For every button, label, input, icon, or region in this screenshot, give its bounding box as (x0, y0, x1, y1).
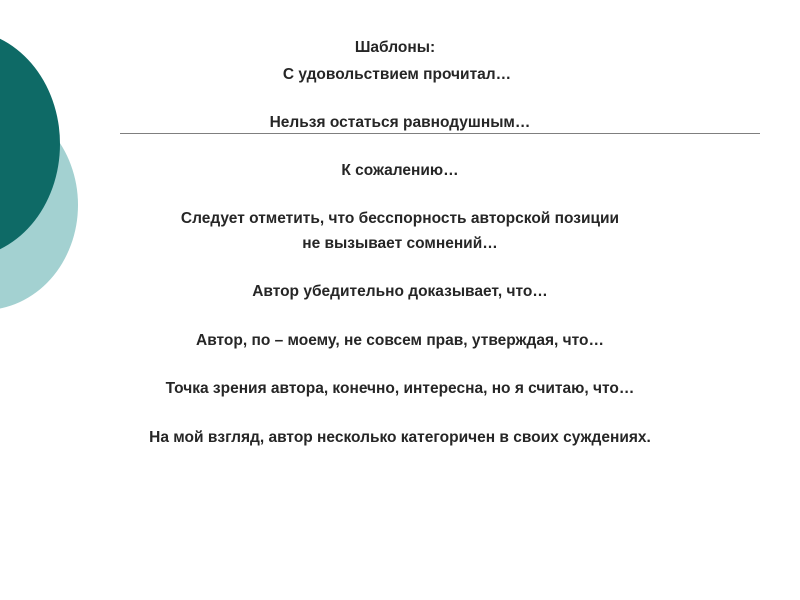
template-line: Автор убедительно доказывает, что… (252, 283, 548, 300)
template-line: На мой взгляд, автор несколько категоричен в своих суждениях. (149, 429, 651, 446)
template-line: не вызывает сомнений… (302, 235, 498, 252)
template-line: С удовольствием прочитал… (282, 66, 512, 83)
template-line: Следует отметить, что бесспорность авторской позиции (180, 210, 620, 227)
template-line: Нельзя остаться равнодушным… (269, 114, 531, 131)
template-line: Автор, по – моему, не совсем прав, утверждая, что… (196, 332, 604, 349)
horizontal-rule (120, 133, 760, 134)
template-line: Точка зрения автора, конечно, интересна, но я считаю, что… (165, 380, 635, 397)
slide-heading: Шаблоны: (354, 39, 436, 56)
template-line: К сожалению… (341, 162, 459, 179)
